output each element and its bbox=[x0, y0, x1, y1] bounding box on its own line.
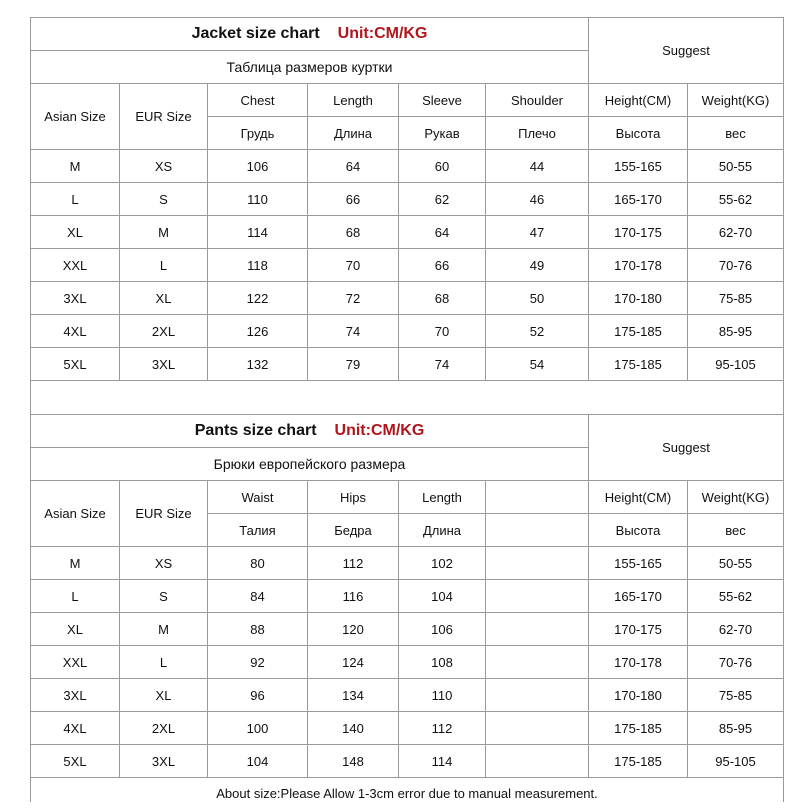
jacket-table-cell: XL bbox=[31, 216, 120, 249]
pants-table-cell bbox=[486, 679, 589, 712]
pants-table-cell: 50-55 bbox=[688, 547, 784, 580]
pants-table-cell: 102 bbox=[399, 547, 486, 580]
jacket-table-cell: L bbox=[31, 183, 120, 216]
jacket-suggest-header: Suggest bbox=[589, 18, 784, 84]
jacket-table-cell: 114 bbox=[208, 216, 308, 249]
section-spacer bbox=[30, 380, 784, 414]
pants-header-weight-ru: вес bbox=[688, 514, 784, 547]
jacket-table-cell: 155-165 bbox=[589, 150, 688, 183]
jacket-header-weight: Weight(KG) bbox=[688, 84, 784, 117]
jacket-header-shoulder: Shoulder bbox=[486, 84, 589, 117]
pants-table-cell: 92 bbox=[208, 646, 308, 679]
jacket-table-cell: 170-178 bbox=[589, 249, 688, 282]
pants-table-row bbox=[31, 679, 784, 712]
jacket-table-row bbox=[31, 150, 784, 183]
pants-table-cell: 4XL bbox=[31, 712, 120, 745]
jacket-table-cell: 170-180 bbox=[589, 282, 688, 315]
pants-header-eur: EUR Size bbox=[120, 481, 208, 547]
pants-table-cell: 112 bbox=[308, 547, 399, 580]
jacket-table-cell: 70 bbox=[308, 249, 399, 282]
jacket-table-cell: XS bbox=[120, 150, 208, 183]
pants-table-cell bbox=[486, 580, 589, 613]
pants-table-row bbox=[31, 613, 784, 646]
pants-table-cell bbox=[486, 547, 589, 580]
jacket-table-cell: S bbox=[120, 183, 208, 216]
size-note: About size:Please Allow 1-3cm error due to manual measurement. bbox=[30, 777, 784, 802]
jacket-table-cell: 165-170 bbox=[589, 183, 688, 216]
jacket-header-chest: Chest bbox=[208, 84, 308, 117]
jacket-table-cell: 66 bbox=[399, 249, 486, 282]
jacket-table-cell: 44 bbox=[486, 150, 589, 183]
jacket-header-chest-ru: Грудь bbox=[208, 117, 308, 150]
pants-table-row bbox=[31, 712, 784, 745]
pants-table-cell: 85-95 bbox=[688, 712, 784, 745]
pants-table-cell: 55-62 bbox=[688, 580, 784, 613]
jacket-table-cell: 70 bbox=[399, 315, 486, 348]
pants-header-waist-ru: Талия bbox=[208, 514, 308, 547]
pants-table-cell: 114 bbox=[399, 745, 486, 778]
pants-table-cell: 155-165 bbox=[589, 547, 688, 580]
pants-table-cell: 170-175 bbox=[589, 613, 688, 646]
pants-header-length: Length bbox=[399, 481, 486, 514]
pants-table-cell: 170-180 bbox=[589, 679, 688, 712]
pants-table-cell: 100 bbox=[208, 712, 308, 745]
jacket-table-row bbox=[31, 216, 784, 249]
jacket-header-shoulder-ru: Плечо bbox=[486, 117, 589, 150]
pants-subtitle: Брюки европейского размера bbox=[31, 448, 589, 481]
jacket-table-cell: 126 bbox=[208, 315, 308, 348]
pants-body bbox=[31, 547, 784, 778]
jacket-table-cell: 106 bbox=[208, 150, 308, 183]
jacket-table-cell: 47 bbox=[486, 216, 589, 249]
jacket-table-cell: 62-70 bbox=[688, 216, 784, 249]
jacket-table-row bbox=[31, 282, 784, 315]
jacket-table-cell: 110 bbox=[208, 183, 308, 216]
jacket-title-cell bbox=[31, 18, 589, 51]
pants-header-length-ru: Длина bbox=[399, 514, 486, 547]
pants-table-cell: XL bbox=[120, 679, 208, 712]
pants-table-cell: 95-105 bbox=[688, 745, 784, 778]
pants-table-cell: XL bbox=[31, 613, 120, 646]
pants-table-cell: 3XL bbox=[120, 745, 208, 778]
jacket-size-table bbox=[30, 17, 784, 381]
pants-header-empty-ru bbox=[486, 514, 589, 547]
jacket-header-sleeve: Sleeve bbox=[399, 84, 486, 117]
jacket-table-row bbox=[31, 183, 784, 216]
jacket-table-cell: 50-55 bbox=[688, 150, 784, 183]
jacket-table-cell: 3XL bbox=[120, 348, 208, 381]
jacket-table-cell: 50 bbox=[486, 282, 589, 315]
jacket-table-cell: L bbox=[120, 249, 208, 282]
pants-table-cell: 2XL bbox=[120, 712, 208, 745]
jacket-table-cell: 2XL bbox=[120, 315, 208, 348]
jacket-header-length: Length bbox=[308, 84, 399, 117]
jacket-table-cell: 79 bbox=[308, 348, 399, 381]
pants-table-cell: 106 bbox=[399, 613, 486, 646]
pants-table-cell bbox=[486, 712, 589, 745]
pants-table-cell: 104 bbox=[399, 580, 486, 613]
pants-table-row bbox=[31, 646, 784, 679]
pants-table-cell: XXL bbox=[31, 646, 120, 679]
pants-table-cell: 112 bbox=[399, 712, 486, 745]
jacket-title: Jacket size chart bbox=[191, 25, 320, 42]
pants-header-empty bbox=[486, 481, 589, 514]
pants-header-height-ru: Высота bbox=[589, 514, 688, 547]
jacket-table-cell: XL bbox=[120, 282, 208, 315]
jacket-header-length-ru: Длина bbox=[308, 117, 399, 150]
jacket-table-cell: 55-62 bbox=[688, 183, 784, 216]
pants-suggest-header: Suggest bbox=[589, 415, 784, 481]
pants-table-cell: 104 bbox=[208, 745, 308, 778]
pants-table-cell: XS bbox=[120, 547, 208, 580]
pants-table-cell: 120 bbox=[308, 613, 399, 646]
pants-table-cell bbox=[486, 646, 589, 679]
pants-table-cell: 70-76 bbox=[688, 646, 784, 679]
jacket-header-sleeve-ru: Рукав bbox=[399, 117, 486, 150]
pants-table-cell: 140 bbox=[308, 712, 399, 745]
pants-table-cell: 96 bbox=[208, 679, 308, 712]
pants-header-weight: Weight(KG) bbox=[688, 481, 784, 514]
pants-table-cell: S bbox=[120, 580, 208, 613]
pants-unit: Unit:CM/KG bbox=[334, 422, 425, 439]
pants-table-cell: 116 bbox=[308, 580, 399, 613]
pants-table-cell: 75-85 bbox=[688, 679, 784, 712]
pants-table-cell: L bbox=[31, 580, 120, 613]
jacket-table-cell: 170-175 bbox=[589, 216, 688, 249]
jacket-table-row bbox=[31, 348, 784, 381]
pants-table-cell: 124 bbox=[308, 646, 399, 679]
pants-table-cell: 88 bbox=[208, 613, 308, 646]
pants-table-cell bbox=[486, 745, 589, 778]
jacket-table-cell: 85-95 bbox=[688, 315, 784, 348]
pants-table-cell: 5XL bbox=[31, 745, 120, 778]
jacket-table-cell: 175-185 bbox=[589, 315, 688, 348]
pants-table-cell: L bbox=[120, 646, 208, 679]
jacket-subtitle: Таблица размеров куртки bbox=[31, 51, 589, 84]
jacket-table-cell: 64 bbox=[308, 150, 399, 183]
jacket-table-cell: 74 bbox=[308, 315, 399, 348]
jacket-table-cell: 4XL bbox=[31, 315, 120, 348]
pants-table-row bbox=[31, 580, 784, 613]
jacket-body bbox=[31, 150, 784, 381]
jacket-table-cell: 72 bbox=[308, 282, 399, 315]
pants-header-asian: Asian Size bbox=[31, 481, 120, 547]
jacket-header-eur: EUR Size bbox=[120, 84, 208, 150]
pants-header-hips-ru: Бедра bbox=[308, 514, 399, 547]
jacket-header-asian: Asian Size bbox=[31, 84, 120, 150]
jacket-table-cell: M bbox=[120, 216, 208, 249]
pants-table-cell: 175-185 bbox=[589, 712, 688, 745]
jacket-table-cell: 75-85 bbox=[688, 282, 784, 315]
jacket-table-cell: 62 bbox=[399, 183, 486, 216]
pants-title-cell bbox=[31, 415, 589, 448]
pants-table-cell: M bbox=[31, 547, 120, 580]
pants-table-cell: 84 bbox=[208, 580, 308, 613]
jacket-table-cell: 68 bbox=[399, 282, 486, 315]
jacket-table-cell: 49 bbox=[486, 249, 589, 282]
pants-header-waist: Waist bbox=[208, 481, 308, 514]
jacket-table-cell: 68 bbox=[308, 216, 399, 249]
pants-table-cell: 165-170 bbox=[589, 580, 688, 613]
pants-table-cell: 148 bbox=[308, 745, 399, 778]
jacket-table-cell: 122 bbox=[208, 282, 308, 315]
jacket-table-cell: 54 bbox=[486, 348, 589, 381]
jacket-table-cell: 66 bbox=[308, 183, 399, 216]
jacket-table-cell: XXL bbox=[31, 249, 120, 282]
jacket-table-cell: 46 bbox=[486, 183, 589, 216]
pants-table-cell: 170-178 bbox=[589, 646, 688, 679]
jacket-header-height-ru: Высота bbox=[589, 117, 688, 150]
pants-table-cell: 175-185 bbox=[589, 745, 688, 778]
pants-table-cell: 62-70 bbox=[688, 613, 784, 646]
pants-table-cell: 134 bbox=[308, 679, 399, 712]
pants-size-table bbox=[30, 414, 784, 778]
jacket-table-cell: 118 bbox=[208, 249, 308, 282]
jacket-header-height: Height(CM) bbox=[589, 84, 688, 117]
pants-table-row bbox=[31, 547, 784, 580]
jacket-header-weight-ru: вес bbox=[688, 117, 784, 150]
jacket-table-cell: 70-76 bbox=[688, 249, 784, 282]
pants-header-height: Height(CM) bbox=[589, 481, 688, 514]
pants-table-cell bbox=[486, 613, 589, 646]
pants-table-cell: 3XL bbox=[31, 679, 120, 712]
jacket-table-cell: 52 bbox=[486, 315, 589, 348]
pants-table-cell: 108 bbox=[399, 646, 486, 679]
jacket-table-cell: 74 bbox=[399, 348, 486, 381]
jacket-table-cell: 132 bbox=[208, 348, 308, 381]
jacket-table-cell: 3XL bbox=[31, 282, 120, 315]
pants-table-cell: 80 bbox=[208, 547, 308, 580]
jacket-table-cell: 64 bbox=[399, 216, 486, 249]
jacket-unit: Unit:CM/KG bbox=[337, 25, 428, 42]
jacket-table-row bbox=[31, 249, 784, 282]
pants-table-cell: 110 bbox=[399, 679, 486, 712]
jacket-table-cell: M bbox=[31, 150, 120, 183]
jacket-table-cell: 95-105 bbox=[688, 348, 784, 381]
pants-table-cell: M bbox=[120, 613, 208, 646]
jacket-table-cell: 175-185 bbox=[589, 348, 688, 381]
pants-header-hips: Hips bbox=[308, 481, 399, 514]
jacket-table-cell: 60 bbox=[399, 150, 486, 183]
pants-title: Pants size chart bbox=[194, 422, 317, 439]
jacket-table-row bbox=[31, 315, 784, 348]
jacket-table-cell: 5XL bbox=[31, 348, 120, 381]
pants-table-row bbox=[31, 745, 784, 778]
